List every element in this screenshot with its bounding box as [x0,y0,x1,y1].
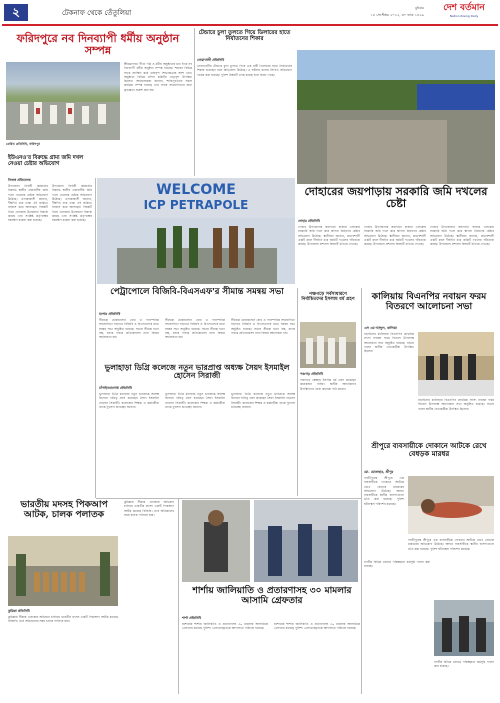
s8-byline: এস এম আব্দুল, কালিয়া [364,326,397,330]
s4-byline: যশোর প্রতিনিধি [99,312,121,316]
s9-body-col2: গাজীপুরের শ্রীপুরে এক ব্যবসায়ীকে দোকানে আটকে রেখে বেধড়ক মারধরের অভিযোগ উঠেছে। আহত ব্যবসায়ীকে স্থানীয় হাসপাতালে ভর্তি করা হয়েছে। পুলিশ ঘটনাস্থল পরিদর্শন করেছে। [408,538,494,551]
meeting-image [418,332,494,396]
s5-body-col2: দোহার উপজেলার জয়পাড়া বাজার এলাকায় সরকারি জমি দখল করে স্থাপনা নির্মাণের চেষ্টার অভিযোগ উঠেছে। স্থানীয়রা জানান, প্রভাবশালী একটি মহল দীর্ঘদিন ধরে জমিটি দখলের পাঁয়তারা করছে। উপজেলা প্রশাসন বিষয়টি খতিয়ে দেখছে। [364,225,426,247]
s10-photo [8,536,118,606]
s3-byline: নিজস্ব প্রতিবেদক [8,178,31,182]
s10-body-col2: কুমিল্লার সীমান্ত এলাকায় অভিযান চালিয়ে ভারতীয় মদসহ একটি পিকআপ আটক করেছে বিজিবি। তবে অভিযানের সময় চালক পালিয়ে যায়। [124,500,174,517]
icp-text: ICP PETRAPOLE [143,198,249,212]
land-image [297,50,495,184]
s7-headline: পঞ্চগড়ে সর্বসাধারণে নির্বাচিতদের ইসলাম ধর্ম গ্রহণ [301,292,355,303]
s12-photo [434,600,494,656]
s10-headline: ভারতীয় মদসহ পিকআপ আটক, চালক পলাতক [20,500,108,521]
s4-body-col1: সীমান্তে চোরাচালান রোধ ও পারস্পরিক সহযোগিতা বাড়াতে বিজিবি ও বিএসএফের মধ্যে সমন্বয় সভা অনুষ্ঠিত হয়েছে। সভায় সীমান্ত হত্যা বন্ধ, মাদক পাচার প্রতিরোধসহ নানা বিষয়ে আলোচনা হয়। [99,318,159,340]
s11-body-col2: যশোরের শার্শায় জালিয়াতি ও প্রতারণাসহ ৩০ মামলার আসামিকে গ্রেফতার করেছে পুলিশ। গ্রেফতারকৃতকে আদালতে পাঠানো হয়েছে। [274,622,360,631]
s5-byline: দোহার প্রতিনিধি [298,219,320,223]
page-number: ২ [4,4,28,21]
s9-body: গাজীপুরের শ্রীপুরে এক ব্যবসায়ীকে দোকানে আটকে রেখে বেধড়ক মারধরের অভিযোগ উঠেছে। আহত ব্যবসায়ীকে স্থানীয় হাসপাতালে ভর্তি করা হয়েছে। পুলিশ ঘটনাস্থল পরিদর্শন করেছে। [364,476,404,506]
page-header [2,2,498,26]
s10-byline: কুমিল্লা প্রতিনিধি [8,609,30,613]
s4-headline: পেট্রাপোলে বিজিবি-বিএসএফ'র সীমান্ত সমন্বয় সভা [110,287,284,297]
officials-image [434,600,494,656]
section-label: টেকনাফ থেকে তেঁতুলিয়া [62,9,132,17]
s3-body-col2: উপজেলা নির্বাহী কর্মকর্তার বিরুদ্ধে স্থানীয় গ্রামবাসীর জমি দখল নেওয়ার চেষ্টার অভিযোগ উঠেছে। এলাকাবাসী জানান, দীর্ঘদিন ধরে তারা এই জমিতে বসবাস করে আসছেন। বিষয়টি নিয়ে এলাকায় উত্তেজনা বিরাজ করছে এবং সংশ্লিষ্ট কর্তৃপক্ষের হস্তক্ষেপ কামনা করা হয়েছে। [52,184,92,223]
s10-body: কুমিল্লার সীমান্ত এলাকায় অভিযান চালিয়ে ভারতীয় মদসহ একটি পিকআপ আটক করেছে বিজিবি। তবে অভিযানের সময় চালক পালিয়ে যায়। [8,615,118,624]
s7-photo [300,322,356,368]
s11-byline: শার্শা প্রতিনিধি [182,616,202,620]
s2-byline: নোয়াখালী প্রতিনিধি [197,58,225,62]
welcome-banner [137,182,255,212]
s8-photo [418,332,494,396]
police-image [254,500,358,582]
s11-photo-1 [182,500,250,582]
welcome-text: WELCOME [156,182,236,198]
s9-photo [408,476,494,534]
s3-body: উপজেলা নির্বাহী কর্মকর্তার বিরুদ্ধে স্থানীয় গ্রামবাসীর জমি দখল নেওয়ার চেষ্টার অভিযোগ উঠেছে। এলাকাবাসী জানান, দীর্ঘদিন ধরে তারা এই জমিতে বসবাস করে আসছেন। বিষয়টি নিয়ে এলাকায় উত্তেজনা বিরাজ করছে এবং সংশ্লিষ্ট কর্তৃপক্ষের হস্তক্ষেপ কামনা করা হয়েছে। [8,184,48,223]
s5-body-col1: দোহার উপজেলার জয়পাড়া বাজার এলাকায় সরকারি জমি দখল করে স্থাপনা নির্মাণের চেষ্টার অভিযোগ উঠেছে। স্থানীয়রা জানান, প্রভাবশালী একটি মহল দীর্ঘদিন ধরে জমিটি দখলের পাঁয়তারা করছে। উপজেলা প্রশাসন বিষয়টি খতিয়ে দেখছে। [298,225,360,247]
column-divider [178,498,179,694]
day: বুধবার [414,6,424,10]
s6-body-col3: ভুলাহাড়া ডিগ্রি কলেজে নতুন ভারপ্রাপ্ত অধ্যক্ষ হিসেবে দায়িত্ব গ্রহণ করেছেন সৈয়দ ইসমাইল হোসেন সিরাজী। কলেজের শিক্ষক ও কর্মচারীরা তাকে ফুলেল শুভেচ্ছা জানান। [231,392,295,409]
s1-body: শ্রীমদ্ভাগবত গীতা পাঠ ও ধর্মীয় অনুষ্ঠানের মধ্য দিয়ে নব দিনব্যাপী ধর্মীয় অনুষ্ঠান সম্পন্ন হয়েছে। শহরের বিভিন্ন সড়ক প্রদক্ষিণ করে ভক্তবৃন্দ শোভাযাত্রায় অংশ নেন। অনুষ্ঠানে বিভিন্ন মন্দির কমিটির নেতৃবৃন্দ উপস্থিত ছিলেন। আয়োজকরা জানান, শান্তিপূর্ণভাবে সকল কার্যক্রম সম্পন্ন হয়েছে এবং সবার সহযোগিতার জন্য কৃতজ্ঞতা প্রকাশ করা হয়। [124,62,192,92]
s9-byline: মো. মোতাহার, শ্রীপুর [364,470,394,474]
logo-text: দেশ বর্তমান [443,3,485,13]
date: ১৪ সেপ্টেম্বর ২০২২, ৩০ ভাদ্র ১৪২৯ [370,13,424,17]
row-divider [96,498,362,499]
s6-body-col2: ভুলাহাড়া ডিগ্রি কলেজে নতুন ভারপ্রাপ্ত অধ্যক্ষ হিসেবে দায়িত্ব গ্রহণ করেছেন সৈয়দ ইসমাইল হোসেন সিরাজী। কলেজের শিক্ষক ও কর্মচারীরা তাকে ফুলেল শুভেচ্ছা জানান। [165,392,225,409]
column-divider [194,28,195,176]
s11-body-col1: যশোরের শার্শায় জালিয়াতি ও প্রতারণাসহ ৩০ মামলার আসামিকে গ্রেফতার করেছে পুলিশ। গ্রেফতারকৃতকে আদালতে পাঠানো হয়েছে। [182,622,268,631]
s5-body-col3: দোহার উপজেলার জয়পাড়া বাজার এলাকায় সরকারি জমি দখল করে স্থাপনা নির্মাণের চেষ্টার অভিযোগ উঠেছে। স্থানীয়রা জানান, প্রভাবশালী একটি মহল দীর্ঘদিন ধরে জমিটি দখলের পাঁয়তারা করছে। উপজেলা প্রশাসন বিষয়টি খতিয়ে দেখছে। [430,225,494,247]
date-line [274,5,424,19]
column-divider [297,288,298,496]
s5-photo [297,50,495,184]
s1-caption: প্রেরিত প্রতিনিধি, ফরিদপুর [6,142,40,146]
s11-headline: শার্শায় জালিয়াতি ও প্রতারণাসহ ৩০ মামলার আসামি গ্রেফতার [192,586,352,607]
s8-body-col2: নড়াইলের কালিয়ায় বিএনপির প্রাথমিক সদস্য নবায়ন ফরম বিতরণ উপলক্ষে আলোচনা সভা অনুষ্ঠিত হয়েছে। সভায় দলের স্থানীয় নেতাকর্মীরা উপস্থিত ছিলেন। [418,398,494,411]
s7-byline: পঞ্চগড় প্রতিনিধি [300,372,323,376]
s4-body-col3: সীমান্তে চোরাচালান রোধ ও পারস্পরিক সহযোগিতা বাড়াতে বিজিবি ও বিএসএফের মধ্যে সমন্বয় সভা অনুষ্ঠিত হয়েছে। সভায় সীমান্ত হত্যা বন্ধ, মাদক পাচার প্রতিরোধসহ নানা বিষয়ে আলোচনা হয়। [231,318,295,335]
s7-body: পঞ্চগড়ে স্বেচ্ছায় ইসলাম ধর্ম গ্রহণ করেছেন কয়েকজন ব্যক্তি। স্থানীয় আলেমদের উপস্থিতিতে তারা কালেমা পাঠ করেন। [300,378,356,391]
logo-sub: Nation Rising Daily [449,14,479,18]
s3-headline: ইউএনও'র বিরুদ্ধে গ্রাম্য জমি দখল নেওয়া চেষ্টার অভিযোগ [8,155,84,168]
s6-byline: চাঁপাইনবাবগঞ্জ প্রতিনিধি [99,386,132,390]
s1-headline: ফরিদপুরে নব দিনব্যাপী ধর্মীয় অনুষ্ঠান সম্পন্ন [16,32,180,58]
logo [430,3,498,22]
column-divider [361,288,362,694]
s11-photo-2 [254,500,358,582]
s8-headline: কালিয়ায় বিএনপির নবায়ন ফরম বিতরণে আলোচনা সভা [371,292,487,313]
s2-headline: টেন্ডারে চুলা তুলতে গিয়ে ডিলারের হাতে নির্যাতনের শিকার [198,30,291,43]
group-image [300,322,356,368]
s2-body: নোয়াখালীর টেন্ডারে চুলা তুলতে গিয়ে এক নারী ডিলারের হাতে নির্যাতনের শিকার হয়েছেন বলে অভিযোগ উঠেছে। এ ঘটনায় থানায় লিখিত অভিযোগ দায়ের করা হয়েছে। পুলিশ বিষয়টি তদন্ত করছে বলে জানা গেছে। [197,64,292,77]
seized-liquor-image [8,536,118,606]
s4-body-col2: সীমান্তে চোরাচালান রোধ ও পারস্পরিক সহযোগিতা বাড়াতে বিজিবি ও বিএসএফের মধ্যে সমন্বয় সভা অনুষ্ঠিত হয়েছে। সভায় সীমান্ত হত্যা বন্ধ, মাদক পাচার প্রতিরোধসহ নানা বিষয়ে আলোচনা হয়। [165,318,225,340]
s8-body: নড়াইলের কালিয়ায় বিএনপির প্রাথমিক সদস্য নবায়ন ফরম বিতরণ উপলক্ষে আলোচনা সভা অনুষ্ঠিত হয়েছে। সভায় দলের স্থানীয় নেতাকর্মীরা উপস্থিত ছিলেন। [364,332,414,354]
s6-body-col1: ভুলাহাড়া ডিগ্রি কলেজে নতুন ভারপ্রাপ্ত অধ্যক্ষ হিসেবে দায়িত্ব গ্রহণ করেছেন সৈয়দ ইসমাইল হোসেন সিরাজী। কলেজের শিক্ষক ও কর্মচারীরা তাকে ফুলেল শুভেচ্ছা জানান। [99,392,159,409]
accused-image [182,500,250,582]
victim-image [408,476,494,534]
procession-image [6,62,120,140]
s5-headline: দোহারের জয়পাড়ায় সরকারি জমি দখলের চেষ্টা [304,185,488,211]
s4-photo [97,178,295,284]
s1-photo [6,62,120,140]
column-divider [95,178,96,498]
s6-headline: ভুলাহাড়া ডিগ্রি কলেজে নতুন ভারপ্রাপ্ত অধ্যক্ষ সৈয়দ ইসমাইল হোসেন সিরাজী [104,363,290,381]
s12-body-col2: নগরীর বিভিন্ন ওয়ার্ডে পরিচ্ছন্নতা কর্মসূচি পালন করা হয়েছে। [434,660,494,669]
s9-headline: শ্রীপুরে ব্যবসায়ীকে দোকানে আটকে রেখে বেধড়ক মারধর [371,441,487,458]
s12-body: নগরীর বিভিন্ন ওয়ার্ডে পরিচ্ছন্নতা কর্মসূচি পালন করা হয়েছে। [364,560,430,569]
